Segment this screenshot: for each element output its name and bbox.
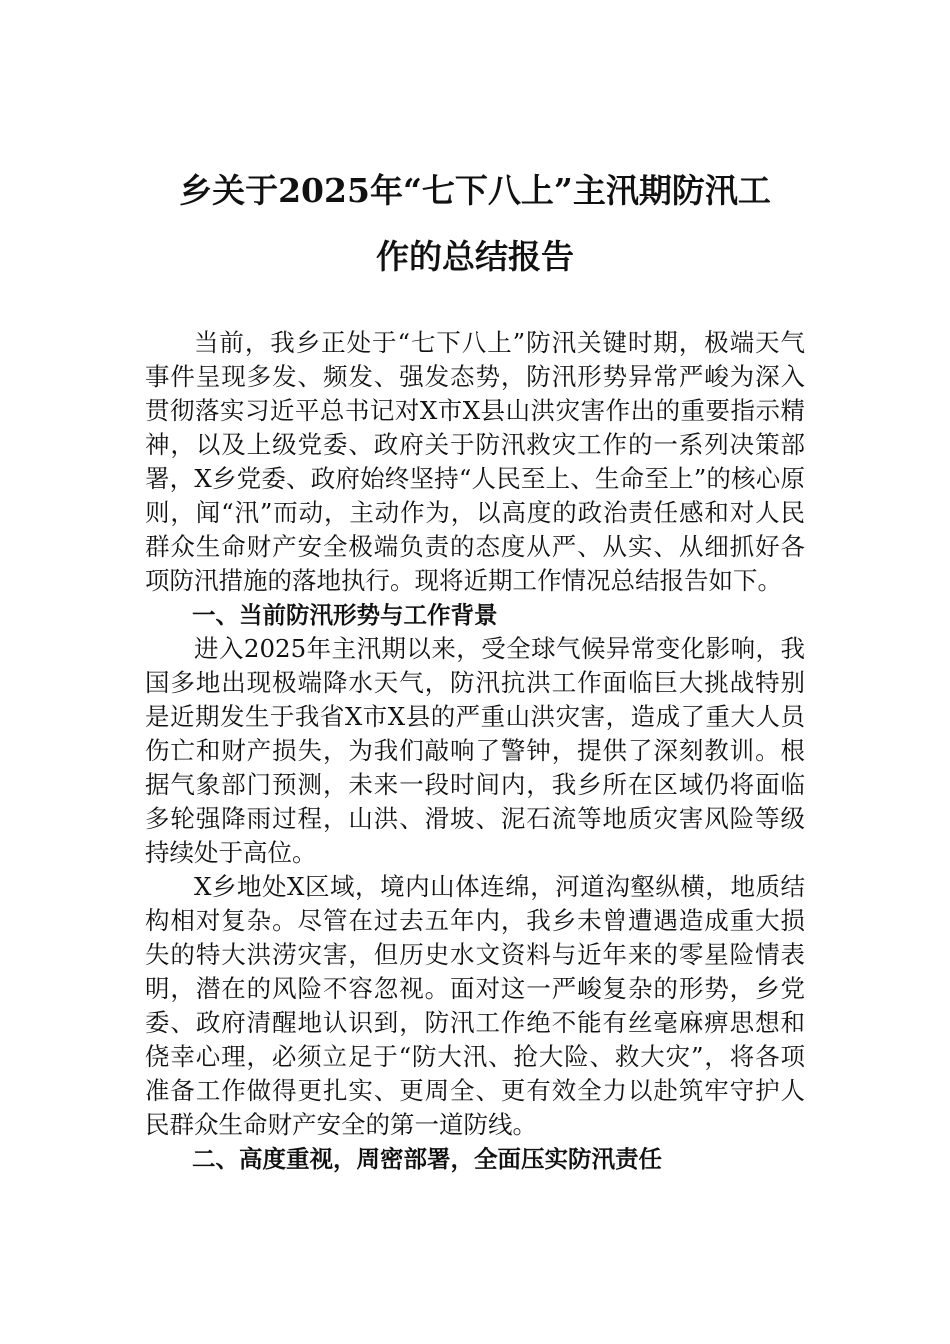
- intro-paragraph: 当前，我乡正处于“七下八上”防汛关键时期，极端天气事件呈现多发、频发、强发态势，防汛形势异常严峻为深入贯彻落实习近平总书记对X市X县山洪灾害作出的重要指示精神，以及上级党委、政府关于防汛救灾工作的一系列决策部署，X乡党委、政府始终坚持“人民至上、生命至上”的核心原则，闻“汛”而动，主动作为，以高度的政治责任感和对人民群众生命财产安全极端负责的态度从严、从实、从细抓好各项防汛措施的落地执行。现将近期工作情况总结报告如下。: [145, 328, 805, 595]
- document-body: [145, 326, 805, 1176]
- title-line-1: 乡关于2025年“七下八上”主汛期防汛工: [179, 171, 771, 210]
- section-1-paragraph-2: X乡地处X区域，境内山体连绵，河道沟壑纵横，地质结构相对复杂。尽管在过去五年内，我乡未曾遭遇造成重大损失的特大洪涝灾害，但历史水文资料与近年来的零星险情表明，潜在的风险不容忽视。面对这一严峻复杂的形势，乡党委、政府清醒地认识到，防汛工作绝不能有丝毫麻痹思想和侥幸心理，必须立足于“防大汛、抢大险、救大灾”，将各项准备工作做得更扎实、更周全、更有效全力以赴筑牢守护人民群众生命财产安全的第一道防线。: [145, 872, 805, 1139]
- title-line-2: 作的总结报告: [376, 237, 574, 276]
- section-heading-1: 一、当前防汛形势与工作背景: [192, 601, 498, 629]
- section-heading-2: 二、高度重视，周密部署，全面压实防汛责任: [192, 1145, 662, 1173]
- document-title: [140, 158, 810, 290]
- section-1-paragraph-1: 进入2025年主汛期以来，受全球气候异常变化影响，我国多地出现极端降水天气，防汛抗洪工作面临巨大挑战特别是近期发生于我省X市X县的严重山洪灾害，造成了重大人员伤亡和财产损失，为我们敲响了警钟，提供了深刻教训。根据气象部门预测，未来一段时间内，我乡所在区域仍将面临多轮强降雨过程，山洪、滑坡、泥石流等地质灾害风险等级持续处于高位。: [145, 634, 805, 867]
